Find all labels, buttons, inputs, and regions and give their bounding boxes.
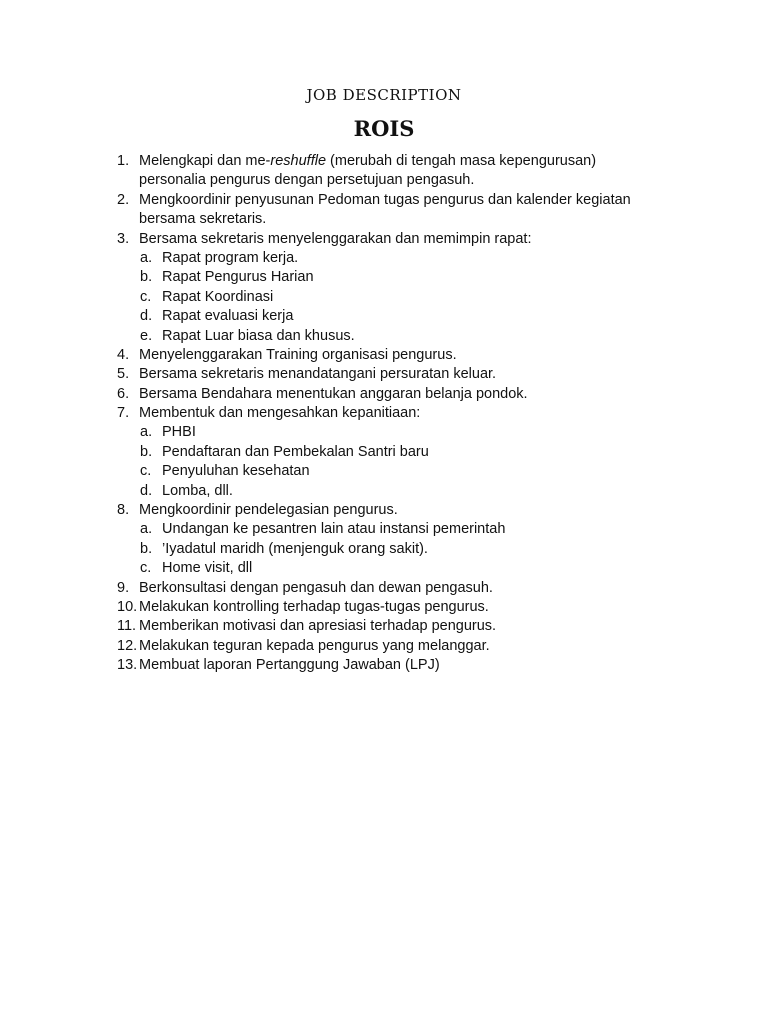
sub-list-item [0, 462, 768, 481]
list-item-text: ’Iyadatul maridh (menjenguk orang sakit). [162, 540, 428, 557]
list-item-text: Memberikan motivasi dan apresiasi terhadap pengurus. [139, 618, 497, 635]
list-item-text: Bersama Bendahara menentukan anggaran belanja pondok. [139, 385, 528, 402]
list-marker: d. [140, 308, 153, 325]
list-item-text: PHBI [162, 424, 196, 441]
list-marker: 9. [117, 579, 130, 596]
list-item [0, 191, 768, 210]
task-list [0, 152, 768, 676]
list-item [0, 365, 768, 384]
list-item-text: Bersama sekretaris menyelenggarakan dan memimpin rapat: [139, 230, 532, 247]
list-marker: a. [140, 521, 153, 538]
list-marker: b. [140, 269, 153, 286]
list-marker: a. [140, 424, 153, 441]
list-marker: 11. [117, 618, 137, 635]
document-subtitle: ROIS [353, 116, 415, 141]
sub-list-item [0, 520, 768, 539]
list-marker: b. [140, 443, 153, 460]
list-item [0, 656, 768, 675]
list-marker: 7. [117, 405, 130, 422]
list-item-text: Rapat evaluasi kerja [162, 308, 294, 325]
list-item [0, 385, 768, 404]
list-marker: a. [140, 249, 153, 266]
list-item-text: Membentuk dan mengesahkan kepanitiaan: [139, 405, 421, 422]
list-item [0, 152, 768, 171]
sub-list-item [0, 482, 768, 501]
list-item-text: Melengkapi dan me-reshuffle (merubah di tengah masa kepengurusan) [139, 153, 597, 169]
list-marker: 5. [117, 366, 130, 383]
list-item-text: Mengkoordinir penyusunan Pedoman tugas pengurus dan kalender kegiatan [139, 191, 631, 208]
list-item [0, 501, 768, 520]
list-item [0, 346, 768, 365]
list-marker: 8. [117, 502, 130, 519]
sub-list-item [0, 443, 768, 462]
list-marker: 6. [117, 385, 130, 402]
list-marker: 1. [117, 153, 130, 169]
list-item [0, 404, 768, 423]
list-item [0, 617, 768, 636]
list-item-text: Home visit, dll [162, 560, 253, 577]
list-item-text: Membuat laporan Pertanggung Jawaban (LPJ) [139, 657, 440, 674]
list-item-continuation [0, 210, 768, 229]
list-item-text: Penyuluhan kesehatan [162, 463, 310, 480]
list-marker: 13. [117, 657, 138, 674]
list-marker: 10. [117, 598, 138, 615]
list-item [0, 230, 768, 249]
list-item-text: Rapat program kerja. [162, 249, 299, 266]
sub-list-item [0, 559, 768, 578]
list-marker: c. [140, 288, 152, 305]
list-item-text: Melakukan teguran kepada pengurus yang melanggar. [139, 637, 490, 654]
list-item-text: Rapat Pengurus Harian [162, 269, 314, 286]
sub-list-item [0, 327, 768, 346]
list-item-text: Bersama sekretaris menandatangani persuratan keluar. [139, 366, 497, 383]
list-item-text: personalia pengurus dengan persetujuan pengasuh. [139, 172, 475, 189]
list-item-text: Rapat Luar biasa dan khusus. [162, 327, 355, 344]
list-marker: 2. [117, 191, 130, 208]
sub-list-item [0, 249, 768, 268]
sub-list-item [0, 423, 768, 442]
list-item-text: Lomba, dll. [162, 482, 233, 499]
list-marker: e. [140, 327, 153, 344]
list-item-continuation [0, 171, 768, 190]
list-item-text: Mengkoordinir pendelegasian pengurus. [139, 502, 398, 519]
list-item-text: Undangan ke pesantren lain atau instansi pemerintah [162, 521, 506, 538]
list-marker: b. [140, 540, 153, 557]
sub-list-item [0, 288, 768, 307]
italic-term: reshuffle [270, 153, 327, 169]
list-marker: c. [140, 463, 152, 480]
sub-list-item [0, 307, 768, 326]
list-item-text: bersama sekretaris. [139, 211, 267, 228]
list-item [0, 598, 768, 617]
list-item [0, 579, 768, 598]
list-item-text: Melakukan kontrolling terhadap tugas-tugas pengurus. [139, 598, 489, 615]
sub-list-item [0, 268, 768, 287]
list-item-text: Pendaftaran dan Pembekalan Santri baru [162, 443, 429, 460]
list-marker: 12. [117, 637, 138, 654]
sub-list-item [0, 540, 768, 559]
list-marker: c. [140, 560, 152, 577]
list-item-text: Rapat Koordinasi [162, 288, 274, 305]
list-item-text: Menyelenggarakan Training organisasi pengurus. [139, 346, 457, 363]
list-marker: d. [140, 482, 153, 499]
list-item [0, 637, 768, 656]
document-title: JOB DESCRIPTION [306, 86, 462, 104]
list-marker: 3. [117, 230, 130, 247]
list-marker: 4. [117, 346, 130, 363]
list-item-text: Berkonsultasi dengan pengasuh dan dewan pengasuh. [139, 579, 493, 596]
